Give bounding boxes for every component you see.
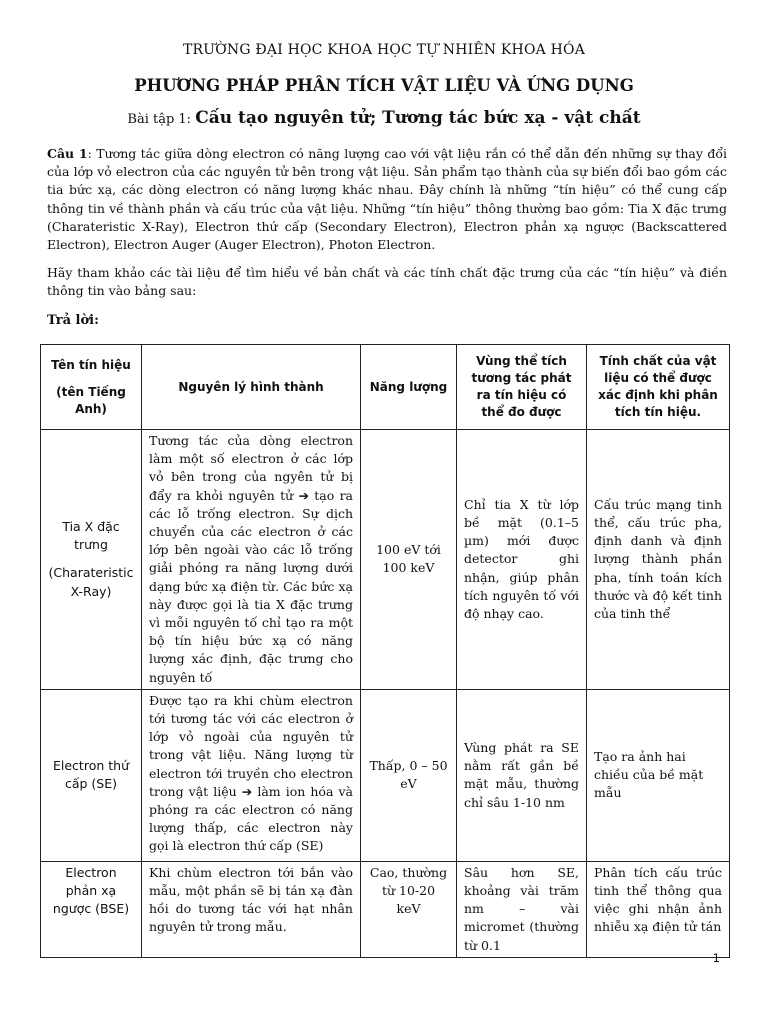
cell-energy: 100 eV tới 100 keV	[361, 430, 457, 690]
header-volume: Vùng thể tích tương tác phát ra tín hiệu có thể đo được	[457, 345, 587, 430]
exercise-prefix: Bài tập 1:	[127, 112, 196, 127]
page-number: 1	[712, 951, 720, 965]
header-signal-name-line2: (tên Tiếng Anh)	[56, 384, 126, 416]
course-title: PHƯƠNG PHÁP PHÂN TÍCH VẬT LIỆU VÀ ỨNG DỤNG	[134, 76, 634, 95]
cell-signal-name	[41, 430, 142, 690]
answer-label: Trả lời:	[47, 313, 99, 328]
university-header: TRƯỜNG ĐẠI HỌC KHOA HỌC TỰ NHIÊN KHOA HÓA	[182, 42, 586, 58]
header-signal-name-line1: Tên tín hiệu	[51, 357, 131, 372]
cell-principle: Tương tác của dòng electron làm một số electron ở các lớp vỏ bên trong của ngyên tử bị đẩy ra khỏi nguyên tử ➔ tạo ra các lỗ trống electron. Sự dịch chuyển của các electron ở các lớp bên ngoài vào các lỗ trống giải phóng ra năng lượng dưới dạng bức xạ điện từ. Các bức xạ này được gọi là tia X đặc trưng vì mỗi nguyên tố chỉ tạo ra một bộ tín hiệu bức xạ có năng lượng xác định, đặc trưng cho nguyên tố	[142, 430, 361, 690]
cell-properties: Phân tích cấu trúc tinh thể thông qua việc ghi nhận ảnh nhiễu xạ điện tử tán	[587, 861, 730, 957]
cell-energy: Thấp, 0 – 50 eV	[361, 689, 457, 861]
cell-properties: Tạo ra ảnh hai chiều của bề mặt mẫu	[587, 689, 730, 861]
question-text: : Tương tác giữa dòng electron có năng lượng cao với vật liệu rắn có thể dẫn đến những sự thay đổi của lớp vỏ electron của các nguyên tử bên trong vật liệu. Sản phẩm tạo thành của sự biến đổi bao gồm các tia bức xạ, các dòng electron có năng lượng khác nhau. Đây chính là những “tín hiệu” có thể cung cấp thông tin về thành phần và cấu trúc của vật liệu. Những “tín hiệu” thông thường bao gồm: Tia X đặc trưng (Charateristic X-Ray), Electron thứ cấp (Secondary Electron), Electron phản xạ ngược (Backscattered Electron), Electron Auger (Auger Electron), Photon Electron.	[47, 146, 727, 253]
header-properties: Tính chất của vật liệu có thể được xác định khi phân tích tín hiệu.	[587, 345, 730, 430]
signal-name: Tia X đặc trưng	[62, 519, 120, 553]
signal-table	[40, 344, 730, 958]
cell-volume: Chỉ tia X từ lớp bề mặt (0.1–5 µm) mới được detector ghi nhận, giúp phân tích nguyên tố với độ nhạy cao.	[457, 430, 587, 690]
exercise-topic-2: Tương tác bức xạ - vật chất	[382, 108, 641, 128]
signal-english-name: (Charateristic X-Ray)	[48, 565, 134, 599]
cell-principle: Được tạo ra khi chùm electron tới tương tác với các electron ở lớp vỏ ngoài của nguyên tử trong vật liệu. Năng lượng từ electron tới truyền cho electron trong vật liệu ➔ làm ion hóa và phóng ra các electron có năng lượng thấp, các electron này gọi là electron thứ cấp (SE)	[142, 689, 361, 861]
table-row	[41, 861, 730, 957]
cell-volume: Sâu hơn SE, khoảng vài trăm nm – vài micromet (thường từ 0.1	[457, 861, 587, 957]
cell-volume: Vùng phát ra SE nằm rất gần bề mặt mẫu, thường chỉ sâu 1-10 nm	[457, 689, 587, 861]
cell-properties: Cấu trúc mạng tinh thể, cấu trúc pha, định danh và định lượng thành phần pha, tính toán kích thước và độ kết tinh của tinh thể	[587, 430, 730, 690]
header-principle: Nguyên lý hình thành	[142, 345, 361, 430]
header-signal-name	[41, 345, 142, 430]
cell-principle: Khi chùm electron tới bắn vào mẫu, một phần sẽ bị tán xạ đàn hồi do tương tác với hạt nhân nguyên tử trong mẫu.	[142, 861, 361, 957]
cell-energy: Cao, thường từ 10-20 keV	[361, 861, 457, 957]
cell-signal-name: Electron thứ cấp (SE)	[41, 689, 142, 861]
exercise-subtitle	[0, 108, 768, 128]
question-instruction: Hãy tham khảo các tài liệu để tìm hiểu về bản chất và các tính chất đặc trưng của các “tín hiệu” và điền thông tin vào bảng sau:	[47, 265, 727, 299]
exercise-topic-separator: ;	[369, 108, 383, 128]
header-energy: Năng lượng	[361, 345, 457, 430]
cell-signal-name: Electron phản xạ ngược (BSE)	[41, 861, 142, 957]
question-label: Câu 1	[47, 146, 88, 161]
question-paragraph	[47, 145, 727, 254]
table-header-row	[41, 345, 730, 430]
table-row	[41, 689, 730, 861]
exercise-topic-1: Cấu tạo nguyên tử	[195, 108, 370, 128]
table-row	[41, 430, 730, 690]
